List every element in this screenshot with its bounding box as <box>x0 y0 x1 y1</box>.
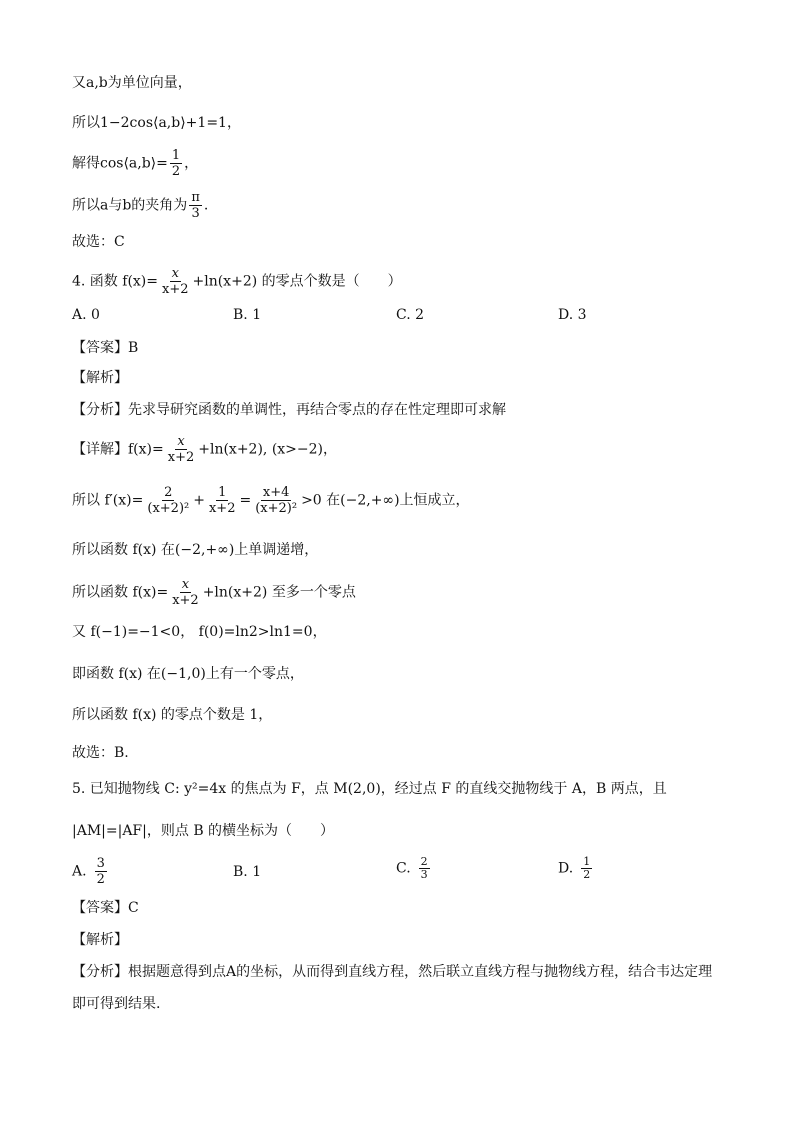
q4-answer: 【答案】B <box>72 340 139 356</box>
numerator: x <box>181 577 190 592</box>
q5-option-b: B. 1 <box>233 864 262 880</box>
fraction <box>419 856 430 881</box>
fraction <box>170 577 201 608</box>
line-choice-c: 故选：C <box>72 234 125 250</box>
fraction <box>170 148 182 179</box>
q4-fenxi: 【分析】先求导研究函数的单调性，再结合零点的存在性定理即可求解 <box>72 402 506 418</box>
fraction <box>160 266 191 297</box>
numerator: 2 <box>420 855 428 868</box>
fraction <box>95 856 107 887</box>
numerator: 1 <box>583 855 591 868</box>
denominator: x+2 <box>208 501 236 516</box>
q4-stem <box>72 266 402 297</box>
q4-option-a: A. 0 <box>72 307 100 323</box>
q4-monotonic: 所以函数 f(x) 在(−2,+∞)上单调递增， <box>72 542 319 558</box>
q4-choice: 故选：B. <box>72 745 129 761</box>
q5-option-a <box>72 856 109 887</box>
equals-sign: = <box>239 492 252 509</box>
text-pre: 解得cos⟨a,b⟩= <box>72 155 168 172</box>
denominator: (x+2)² <box>255 501 298 516</box>
text-pre: 所以函数 f(x)= <box>72 584 169 601</box>
text-post: +ln(x+2), (x>−2)， <box>198 441 338 458</box>
denominator: 2 <box>96 872 105 887</box>
q4-at-most-one-zero <box>72 577 356 608</box>
fraction-2 <box>207 485 238 516</box>
numerator: x <box>171 266 179 281</box>
text-post: +ln(x+2) 至多一个零点 <box>202 584 356 601</box>
q4-derivative <box>72 485 470 516</box>
numerator: π <box>191 190 200 205</box>
text-post: ， <box>184 155 199 172</box>
text-post: >0 在(−2,+∞)上恒成立， <box>301 492 470 509</box>
numerator: 1 <box>171 148 181 163</box>
q4-option-b: B. 1 <box>233 307 262 323</box>
option-label: C. <box>396 860 411 877</box>
q5-stem-line1: 5. 已知抛物线 C: y²=4x 的焦点为 F，点 M(2,0)，经过点 F 的直线交抛物线于 A，B 两点，且 <box>72 781 667 797</box>
text-pre: 4. 函数 f(x)= <box>72 273 158 290</box>
line-unit-vectors: 又a,b为单位向量， <box>72 75 192 91</box>
q5-stem-line2: |AM|=|AF|，则点 B 的横坐标为（ ） <box>72 823 335 839</box>
numerator: x+4 <box>262 485 290 500</box>
plus-sign: + <box>193 492 205 509</box>
text-pre: 所以 f′(x)= <box>72 492 144 509</box>
denominator: 2 <box>171 164 181 179</box>
denominator: x+2 <box>167 450 195 465</box>
denominator: 3 <box>420 868 428 881</box>
q4-analysis-heading: 【解析】 <box>72 370 128 386</box>
line-angle <box>72 190 208 221</box>
fraction <box>166 434 197 465</box>
q4-option-d: D. 3 <box>558 307 587 323</box>
q5-option-d <box>558 856 594 881</box>
line-cos-equation: 所以1−2cos⟨a,b⟩+1=1， <box>72 115 241 131</box>
text-pre: 【详解】f(x)= <box>72 441 164 458</box>
fraction-3 <box>253 485 299 516</box>
fraction <box>189 190 202 221</box>
line-solve-cos <box>72 148 198 179</box>
numerator: 1 <box>218 485 227 500</box>
q5-fenxi-line2: 即可得到结果. <box>72 996 161 1012</box>
numerator: 3 <box>96 856 105 871</box>
text-post: . <box>203 197 209 214</box>
option-label: A. <box>72 863 87 880</box>
q4-one-zero: 即函数 f(x) 在(−1,0)上有一个零点， <box>72 666 304 682</box>
fraction <box>581 856 592 881</box>
numerator: x <box>177 434 185 449</box>
denominator: x+2 <box>162 282 189 297</box>
q4-option-c: C. 2 <box>396 307 425 323</box>
numerator: 2 <box>164 485 173 500</box>
q5-answer: 【答案】C <box>72 900 139 916</box>
fraction-1 <box>145 485 191 516</box>
denominator: x+2 <box>172 593 199 608</box>
q5-fenxi-line1: 【分析】根据题意得到点A的坐标，从而得到直线方程，然后联立直线方程与抛物线方程，结合韦达定理 <box>72 964 713 980</box>
q4-xiangjie <box>72 434 337 465</box>
q4-values: 又 f(−1)=−1<0， f(0)=ln2>ln1=0， <box>72 624 327 640</box>
q5-option-c <box>396 856 432 881</box>
denominator: (x+2)² <box>147 501 190 516</box>
text-post: +ln(x+2) 的零点个数是（ ） <box>192 273 402 290</box>
q4-zero-count: 所以函数 f(x) 的零点个数是 1， <box>72 707 273 723</box>
text-pre: 所以a与b的夹角为 <box>72 197 188 214</box>
denominator: 2 <box>583 868 591 881</box>
denominator: 3 <box>191 206 200 221</box>
option-label: D. <box>558 860 574 877</box>
q5-analysis-heading: 【解析】 <box>72 932 128 948</box>
